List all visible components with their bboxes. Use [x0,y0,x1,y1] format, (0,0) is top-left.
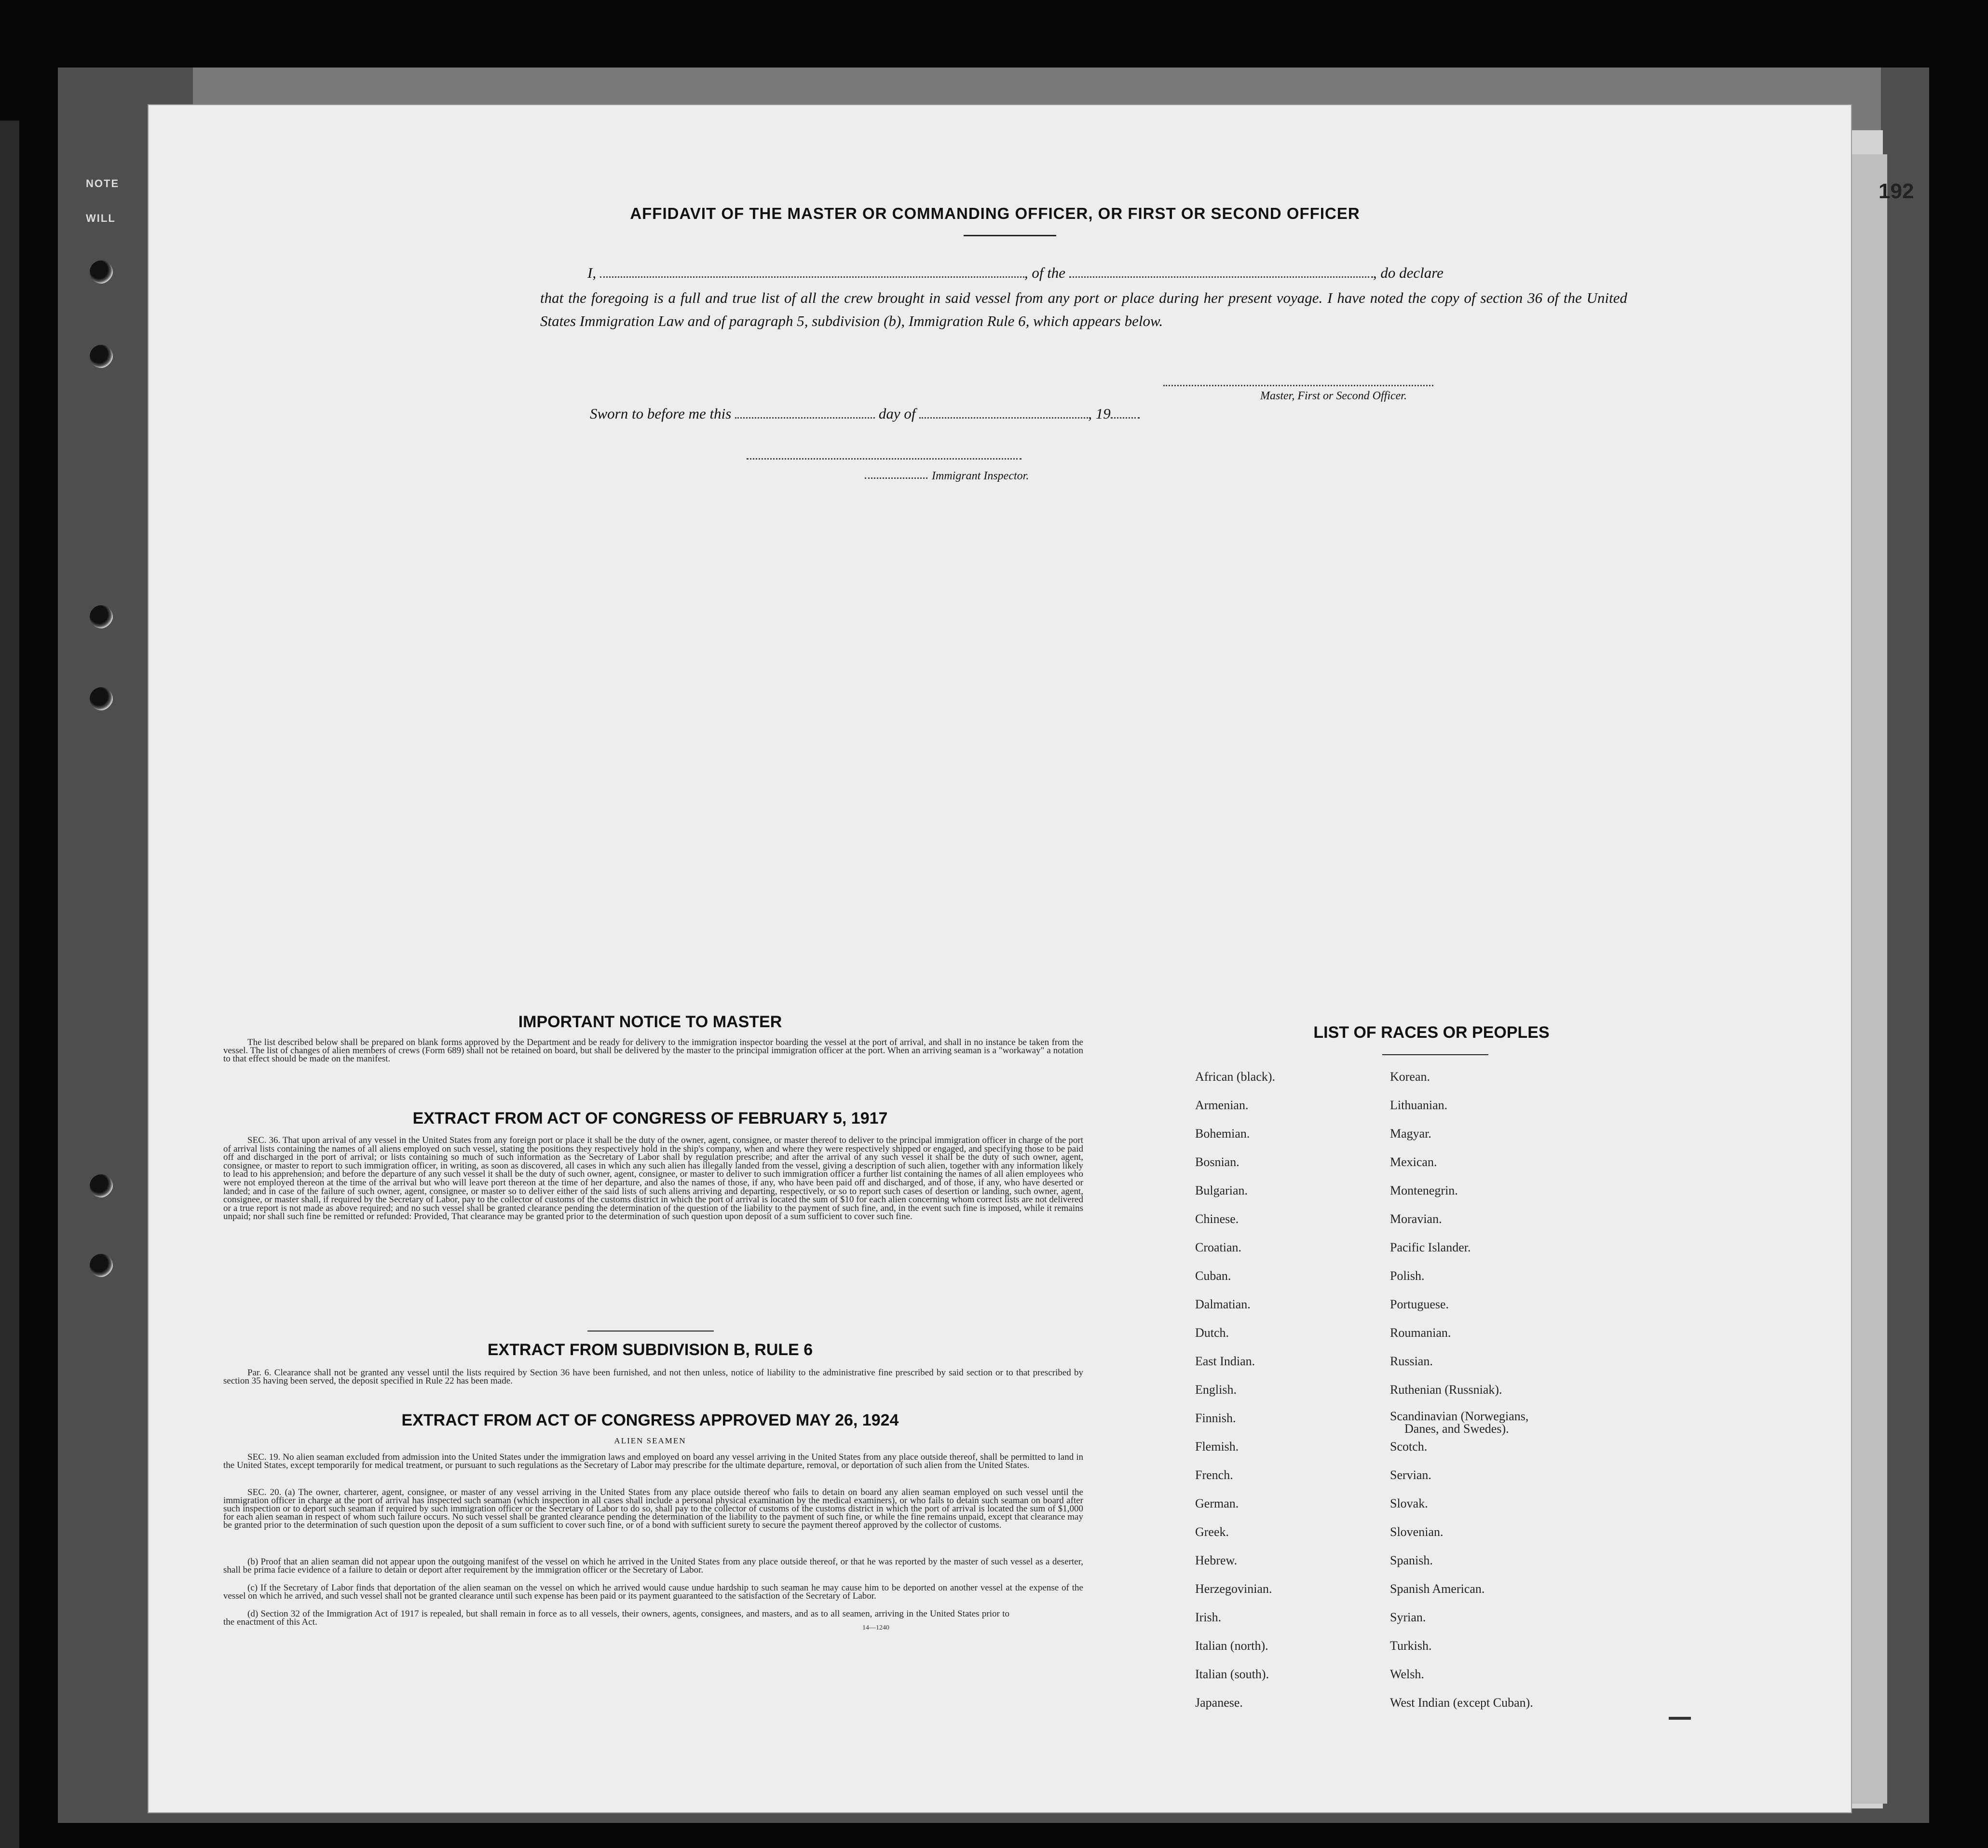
race-item: Cuban. [1195,1269,1231,1283]
affidavit-i-label: I, [587,264,597,281]
race-item: Roumanian. [1390,1326,1451,1340]
binder-hole [90,1254,113,1277]
notice-text: The list described below shall be prepared on blank forms approved by the Department and be ready for delivery to the immigration inspector boarding the vessel at the port of arrival, and shall in no instance be taken from the vessel. The list of changes of alien members of crews (Form 689) shall not be retained on board, but shall be delivered by the master to the principal immigration officer at the port. When an arriving seaman is a "workaway" a notation to that effect should be made on the manifest. [223,1037,1083,1064]
race-item: Chinese. [1195,1212,1239,1226]
race-item: Servian. [1390,1468,1431,1482]
inspector-signature-line[interactable] [747,458,1021,460]
race-item: Hebrew. [1195,1553,1238,1567]
race-item: Finnish. [1195,1411,1236,1425]
race-item: Danes, and Swedes). [1404,1422,1509,1436]
race-item: Turkish. [1390,1639,1432,1653]
race-item: Herzegovinian. [1195,1582,1272,1596]
title-rule [964,235,1056,236]
extract-1917-text: SEC. 36. That upon arrival of any vessel in the United States from any foreign port or place it shall be the duty of the owner, agent, consignee, or master thereof to deliver to the principal immigration officer in charge of the port of arrival lists containing the names of all aliens employed on such vessel, stating the positions they respectively hold in the ship's company, when and where they were respectively shipped or engaged, and specifying those to be paid off and discharged in the port of arrival; or lists containing so much of such information as the Secretary of Labor shall by regulation prescribe; and after the arrival of any such vessel it shall be the duty of such owner, agent, consignee, or master to report to such immigration officer, in writing, as soon as discovered, all cases in which any such alien has illegally landed from the vessel, giving a description of such alien, together with any information likely to lead to his apprehension; and before the departure of any such vessel it shall be the duty of such owner, agent, consignee, or master to deliver to such immigration officer a further list containing the names of all alien employees who were not employed thereon at the time of the arrival but who will leave port thereon at the time of her departure, and also the names of those, if any, who have been paid off and discharged, and of those, if any, who have deserted or landed; and in case of the failure of such owner, agent, consignee, or master so to deliver either of the said lists of such aliens arriving and departing, respectively, or so to report such cases of desertion or landing, such owner, agent, consignee, or master shall, if required by the Secretary of Labor, pay to the collector of customs of the customs district in which the port of arrival is located the sum of $10 for each alien concerning whom correct lists are not delivered or a true report is not made as above required; and no such vessel shall be granted clearance pending the determination of the question of the liability to the payment of such fine, and, in the event such fine is imposed, while it remains unpaid; nor shall such fine be remitted or refunded: Provided, That clearance may be granted prior to the determination of such question upon deposit of a sum sufficient to cover such fine. [223,1135,1083,1222]
sworn-year-blank[interactable] [1111,417,1140,419]
race-item: English. [1195,1383,1237,1397]
race-item: Greek. [1195,1525,1229,1539]
race-item: German. [1195,1496,1239,1510]
extract-1924-sec20d: (d) Section 32 of the Immigration Act of 1917 is repealed, but shall remain in force as to all vessels, their owners, agents, consignees, and masters, and as to all seamen, arriving in the United States prior to the enactment of this Act. [223,1609,1009,1627]
sworn-day-label: day of [878,405,916,422]
race-item: Korean. [1390,1070,1430,1084]
race-item: Lithuanian. [1390,1098,1448,1112]
race-item: West Indian (except Cuban). [1390,1696,1533,1710]
pen-mark [1669,1717,1691,1720]
sworn-line [590,405,1140,422]
race-item: Syrian. [1390,1610,1426,1624]
race-item: Pacific Islander. [1390,1240,1471,1254]
race-item: French. [1195,1468,1233,1482]
extract-1917-title: EXTRACT FROM ACT OF CONGRESS OF FEBRUARY 5, 1917 [412,1109,888,1128]
race-item: Montenegrin. [1390,1183,1458,1197]
binder-hole [90,345,113,368]
race-item: East Indian. [1195,1354,1255,1368]
race-item: Bosnian. [1195,1155,1239,1169]
race-item: Croatian. [1195,1240,1242,1254]
race-item: Flemish. [1195,1440,1239,1454]
affidavit-title: AFFIDAVIT OF THE MASTER OR COMMANDING OFFICER, OR FIRST OR SECOND OFFICER [630,204,1360,222]
races-rule [1382,1054,1488,1055]
race-item: Bohemian. [1195,1127,1250,1141]
extract-1924-sec19: SEC. 19. No alien seaman excluded from admission into the United States under the immigration laws and employed on board any vessel arriving in the United States from any place outside thereof, shall be permitted to land in the United States, except temporarily for medical treatment, or pursuant to such regulations as the Secretary of Labor may prescribe for the ultimate departure, removal, or deportation of such alien from the United States. [223,1452,1083,1470]
race-item: Slovenian. [1390,1525,1443,1539]
race-item: Spanish. [1390,1553,1433,1567]
extract-rule6-title: EXTRACT FROM SUBDIVISION B, RULE 6 [487,1341,813,1359]
vessel-blank[interactable] [1069,276,1373,278]
sworn-month-blank[interactable] [919,417,1088,419]
sworn-year-label: , 19 [1088,405,1111,422]
extract-rule6-text: Par. 6. Clearance shall not be granted any vessel until the lists required by Section 36 have been furnished, and not then unless, notice of liability to the administrative fine prescribed by said section or to that prescribed by section 35 having been served, the deposit specified in Rule 22 has been made. [223,1368,1083,1386]
race-item: African (black). [1195,1070,1276,1084]
race-item: Dutch. [1195,1326,1229,1340]
race-item: Moravian. [1390,1212,1442,1226]
section-rule [587,1331,714,1332]
sworn-day-blank[interactable] [735,417,875,419]
extract-1924-sec20a: SEC. 20. (a) The owner, charterer, agent, consignee, or master of any vessel arriving in the United States from any place outside thereof who fails to detain on board any alien seaman employed on such vessel until the immigration officer in charge at the port of arrival has inspected such seaman (which inspection in all cases shall include a personal physical examination by the medical examiners), or who fails to detain such seaman on board after such inspection or to deport such seaman if required by such immigration officer or the Secretary of Labor to do so, shall pay to the collector of customs of the customs district in which the port of arrival is located the sum of $1,000 for each alien seaman in respect of whom such failure occurs. No such vessel shall be granted clearance pending the determination of the liability to the payment of such fine, or while the fine remains unpaid, except that clearance may be granted prior to the determination of such question upon the deposit of a sum sufficient to cover such fine, or of a bond with sufficient surety to secure the payment thereof approved by the collector of customs. [223,1487,1083,1530]
race-item: Armenian. [1195,1098,1249,1112]
race-item: Bulgarian. [1195,1183,1248,1197]
extract-1924-sec20c: (c) If the Secretary of Labor finds that deportation of the alien seaman on the vessel on which he arrived would cause undue hardship to such seaman he may cause him to be deported on another vessel at the expense of the vessel on which he arrived, and such vessel shall not be granted clearance until such expense has been paid or its payment guaranteed to the satisfaction of the Secretary of Labor. [223,1583,1083,1601]
race-item: Ruthenian (Russniak). [1390,1383,1502,1397]
race-item: Mexican. [1390,1155,1437,1169]
form-page [149,105,1851,1812]
notice-title: IMPORTANT NOTICE TO MASTER [518,1013,782,1031]
race-item: Italian (south). [1195,1667,1269,1681]
race-item: Scotch. [1390,1440,1428,1454]
race-item: Japanese. [1195,1696,1243,1710]
alien-seamen-subtitle: ALIEN SEAMEN [614,1436,686,1445]
binder-hole [90,605,113,628]
underlying-label-1: NOTE [86,177,120,190]
inspector-dots [865,477,927,479]
signature-line[interactable] [1163,385,1433,386]
scan-edge [0,121,19,1848]
race-item: Polish. [1390,1269,1425,1283]
affidavit-of-the-label: , of the [1024,264,1066,281]
sworn-label: Sworn to before me this [590,405,732,422]
underlying-label-2: WILL [86,212,116,224]
race-item: Italian (north). [1195,1639,1268,1653]
signature-label: Master, First or Second Officer. [1260,390,1407,402]
race-item: Welsh. [1390,1667,1424,1681]
binder-hole [90,260,113,284]
binder-hole [90,1174,113,1197]
race-item: Portuguese. [1390,1297,1449,1311]
extract-1924-sec20b: (b) Proof that an alien seaman did not appear upon the outgoing manifest of the vessel on which he arrived in the United States from any place outside thereof, or that he was reported by the master of such vessel as a deserter, shall be prima facie evidence of a failure to detain or deport after requirement by the immigration officer or the Secretary of Labor. [223,1557,1083,1575]
form-number: 14—1240 [862,1624,889,1631]
race-item: Irish. [1195,1610,1222,1624]
extract-1924-title: EXTRACT FROM ACT OF CONGRESS APPROVED MAY 26, 1924 [401,1411,899,1429]
race-item: Slovak. [1390,1496,1428,1510]
race-item: Scandinavian (Norwegians, [1390,1409,1529,1423]
race-item: Dalmatian. [1195,1297,1251,1311]
races-title: LIST OF RACES OR PEOPLES [1313,1023,1550,1042]
affidavit-body: that the foregoing is a full and true list of all the crew brought in said vessel from any port or place during her present voyage. I have noted the copy of section 36 of the United States Immigration Law and of paragraph 5, subdivision (b), Immigration Rule 6, which appears below. [540,289,1627,329]
race-item: Russian. [1390,1354,1433,1368]
binder-hole [90,687,113,710]
page-number: 192 [1879,179,1914,203]
race-item: Magyar. [1390,1127,1431,1141]
name-blank[interactable] [600,276,1024,278]
affidavit-line1 [587,264,1443,282]
inspector-label: Immigrant Inspector. [932,470,1029,482]
affidavit-declare-label: , do declare [1373,264,1443,281]
race-item: Spanish American. [1390,1582,1485,1596]
